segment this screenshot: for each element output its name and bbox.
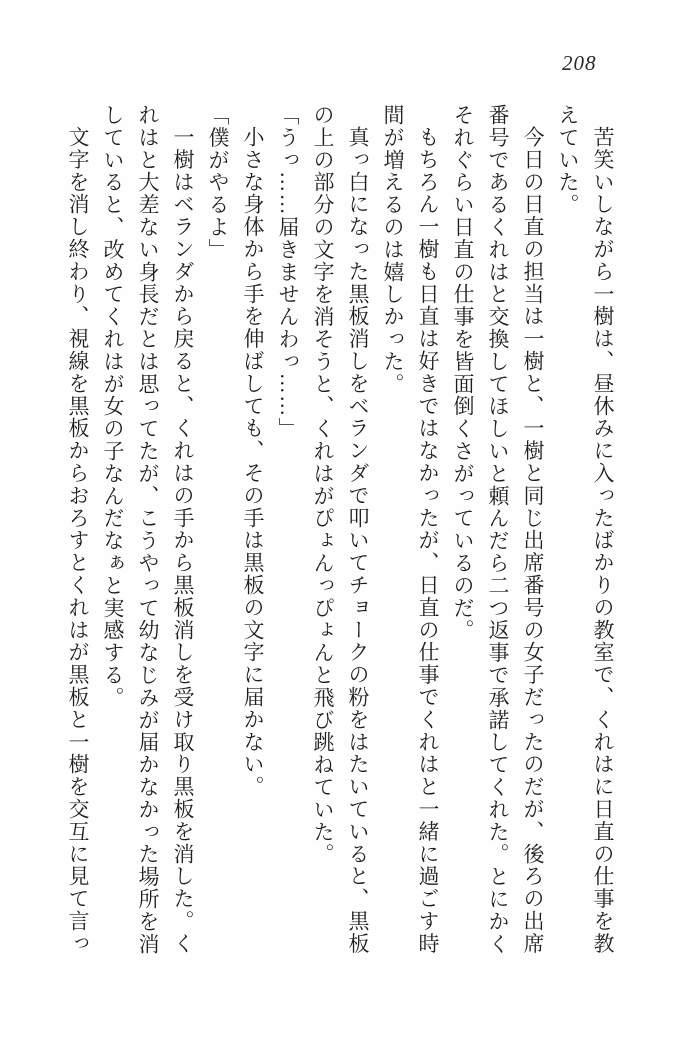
text-line: 番号であるくれはと交換してほしいと頼んだら二つ返事で承諾してくれた。とにかく	[486, 104, 510, 956]
text-line: していると、改めてくれはが女の子なんだなぁと実感する。	[101, 104, 125, 709]
text-line: 小さな身体から手を伸ばしても、その手は黒板の文字に届かない。	[241, 126, 265, 799]
text-block	[60, 104, 620, 962]
text-line: 「うっ……届きませんわっ……」	[276, 104, 300, 440]
text-line: もちろん一樹も日直は好きではなかったが、日直の仕事でくれはと一緒に過ごす時	[416, 126, 440, 956]
text-line: えていた。	[556, 104, 580, 216]
page-number: 208	[562, 51, 597, 75]
text-line: 一樹はベランダから戻ると、くれはの手から黒板消しを受け取り黒板を消した。く	[171, 126, 195, 956]
text-line: それぐらい日直の仕事を皆面倒くさがっているのだ。	[451, 104, 475, 642]
text-line: 「僕がやるよ」	[206, 104, 230, 261]
text-line: れはと大差ない身長だとは思ってたが、こうやって幼なじみが届かなかった場所を消	[136, 104, 160, 956]
text-line: 文字を消し終わり、視線を黒板からおろすとくれはが黒板と一樹を交互に見て言っ	[66, 126, 90, 956]
text-line: 苦笑いしながら一樹は、昼休みに入ったばかりの教室で、くれはに日直の仕事を教	[591, 126, 615, 956]
text-line: の上の部分の文字を消そうと、くれはがぴょんっぴょんと飛び跳ねていた。	[311, 104, 335, 866]
text-line: 今日の日直の担当は一樹と、一樹と同じ出席番号の女子だったのだが、後ろの出席	[521, 126, 545, 956]
text-line: 間が増えるのは嬉しかった。	[381, 104, 405, 396]
text-line: 真っ白になった黒板消しをベランダで叩いてチョークの粉をはたいていると、黒板	[346, 126, 370, 956]
